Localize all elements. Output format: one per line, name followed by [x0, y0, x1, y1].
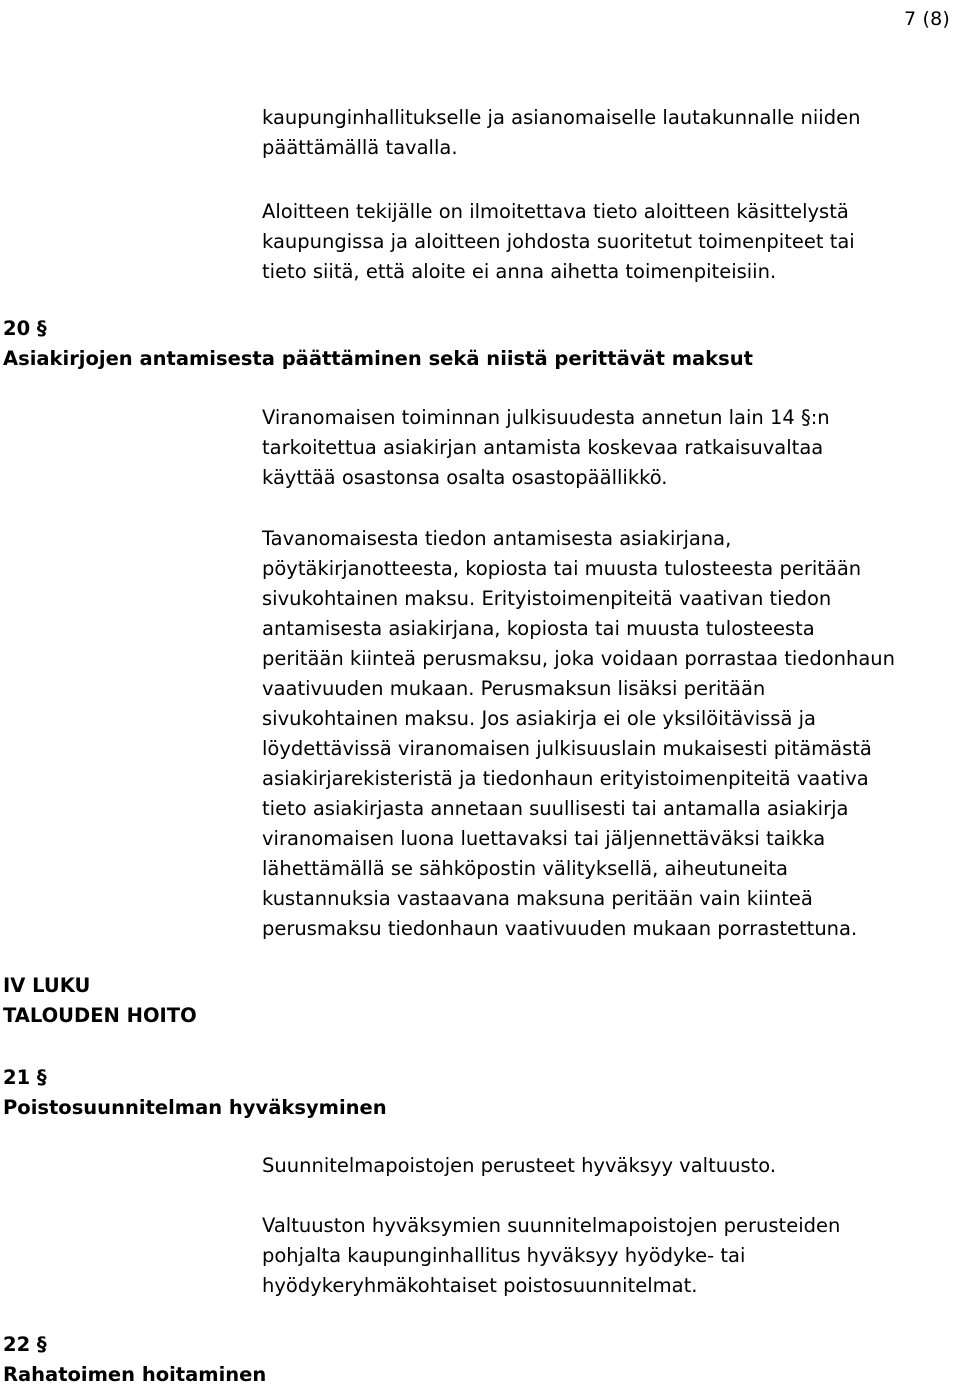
section-21-paragraph-1: [262, 1151, 958, 1181]
text-line: löydettävissä viranomaisen julkisuuslain mukaisesti pitämästä: [262, 737, 872, 760]
section-title: Rahatoimen hoitaminen: [3, 1363, 267, 1386]
text-line: kaupungissa ja aloitteen johdosta suoritetut toimenpiteet tai: [262, 230, 855, 253]
text-line: antamisesta asiakirjana, kopiosta tai muusta tulosteesta: [262, 617, 815, 640]
intro-paragraph-2: [262, 197, 958, 287]
section-21-paragraph-2: [262, 1211, 958, 1301]
section-22-heading: [3, 1330, 266, 1390]
text-line: vaativuuden mukaan. Perusmaksun lisäksi peritään: [262, 677, 766, 700]
text-line: Viranomaisen toiminnan julkisuudesta annetun lain 14 §:n: [262, 406, 830, 429]
section-20-paragraph-2: [262, 524, 958, 944]
section-number: 21 §: [3, 1066, 47, 1089]
section-number: 20 §: [3, 317, 47, 340]
section-20-paragraph-1: [262, 403, 958, 493]
text-line: asiakirjarekisteristä ja tiedonhaun erityistoimenpiteitä vaativa: [262, 767, 869, 790]
text-line: sivukohtainen maksu. Jos asiakirja ei ole yksilöitävissä ja: [262, 707, 816, 730]
page-number: 7 (8): [903, 8, 950, 30]
intro-paragraph-1: [262, 103, 958, 163]
chapter-number: IV LUKU: [3, 974, 91, 997]
section-20-heading: [3, 314, 753, 374]
text-line: viranomaisen luona luettavaksi tai jäljennettäväksi taikka: [262, 827, 826, 850]
text-line: pohjalta kaupunginhallitus hyväksyy hyödyke- tai: [262, 1244, 746, 1267]
text-line: perusmaksu tiedonhaun vaativuuden mukaan porrastettuna.: [262, 917, 858, 940]
text-line: Suunnitelmapoistojen perusteet hyväksyy valtuusto.: [262, 1154, 777, 1177]
text-line: Valtuuston hyväksymien suunnitelmapoistojen perusteiden: [262, 1214, 841, 1237]
section-number: 22 §: [3, 1333, 47, 1356]
chapter-4-heading: [3, 971, 197, 1031]
text-line: Aloitteen tekijälle on ilmoitettava tieto aloitteen käsittelystä: [262, 200, 849, 223]
text-line: kaupunginhallitukselle ja asianomaiselle lautakunnalle niiden: [262, 106, 861, 129]
text-line: lähettämällä se sähköpostin välityksellä, aiheutuneita: [262, 857, 788, 880]
text-line: kustannuksia vastaavana maksuna peritään vain kiinteä: [262, 887, 813, 910]
text-line: pöytäkirjanotteesta, kopiosta tai muusta tulosteesta peritään: [262, 557, 862, 580]
text-line: tieto asiakirjasta annetaan suullisesti tai antamalla asiakirja: [262, 797, 849, 820]
section-21-heading: [3, 1063, 387, 1123]
text-line: päättämällä tavalla.: [262, 136, 458, 159]
text-line: käyttää osastonsa osalta osastopäällikkö.: [262, 466, 668, 489]
text-line: sivukohtainen maksu. Erityistoimenpiteitä vaativan tiedon: [262, 587, 832, 610]
chapter-title: TALOUDEN HOITO: [3, 1004, 197, 1027]
text-line: tieto siitä, että aloite ei anna aihetta toimenpiteisiin.: [262, 260, 777, 283]
text-line: peritään kiinteä perusmaksu, joka voidaan porrastaa tiedonhaun: [262, 647, 896, 670]
text-line: tarkoitettua asiakirjan antamista koskevaa ratkaisuvaltaa: [262, 436, 824, 459]
text-line: Tavanomaisesta tiedon antamisesta asiakirjana,: [262, 527, 732, 550]
section-title: Asiakirjojen antamisesta päättäminen sekä niistä perittävät maksut: [3, 347, 753, 370]
text-line: hyödykeryhmäkohtaiset poistosuunnitelmat.: [262, 1274, 698, 1297]
section-title: Poistosuunnitelman hyväksyminen: [3, 1096, 387, 1119]
